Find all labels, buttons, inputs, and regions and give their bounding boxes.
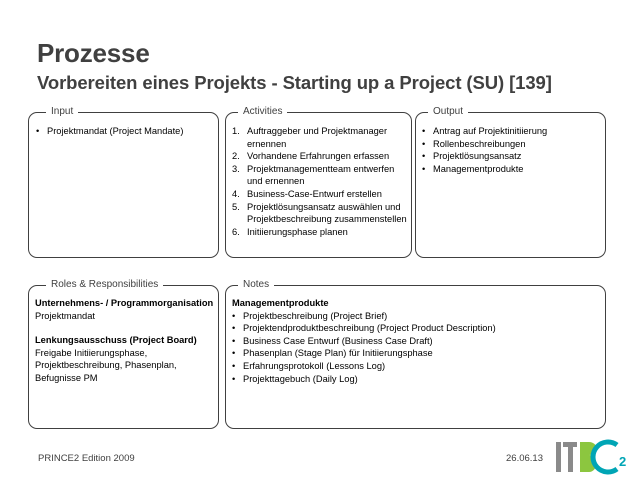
slide-subtitle: Vorbereiten eines Projekts - Starting up a Project (SU) [139] (37, 72, 552, 93)
list-item: • Antrag auf Projektinitiierung (422, 125, 604, 138)
input-box-label: Input (46, 105, 78, 119)
list-item: 3. Projektmanagementteam entwerfen und ernennen (232, 163, 395, 187)
logo-c-shape (593, 442, 617, 472)
list-item: 1. Auftraggeber und Projektmanager ernennen (232, 126, 388, 149)
output-box (415, 106, 606, 258)
roles-group2-text: Freigabe Initiierungsphase, Projektbeschreibung, Phasenplan, Befugnisse PM (35, 347, 177, 383)
list-item: • Erfahrungsprotokoll (Lessons Log) (232, 360, 602, 373)
notes-box-label: Notes (238, 278, 274, 292)
list-item: • Rollenbeschreibungen (422, 138, 604, 151)
output-list (422, 125, 604, 175)
logo-superscript: 2 (619, 454, 627, 469)
itbc-logo (555, 436, 631, 476)
activities-box (225, 106, 412, 258)
list-item: 2. Vorhandene Erfahrungen erfassen (232, 151, 390, 162)
list-item: 4. Business-Case-Entwurf erstellen (232, 188, 382, 199)
list-item: 6. Initiierungsphase planen (232, 226, 348, 237)
footer-edition: PRINCE2 Edition 2009 (38, 453, 135, 464)
list-item: • Projekttagebuch (Daily Log) (232, 373, 602, 386)
footer-date: 26.06.13 (506, 453, 543, 464)
roles-group1-text: Projektmandat (35, 310, 95, 321)
roles-box (28, 279, 219, 429)
list-item: • Projektmandat (Project Mandate) (36, 125, 216, 138)
output-box-label: Output (428, 105, 468, 119)
input-list (36, 125, 216, 138)
list-item: • Projektlösungsansatz (422, 150, 604, 163)
roles-group1-heading: Unternehmens- / Programmorganisation (35, 298, 214, 308)
list-item: • Business Case Entwurf (Business Case Draft) (232, 335, 602, 348)
list-item: • Managementprodukte (422, 163, 604, 176)
notes-box (225, 279, 606, 429)
notes-list (232, 310, 602, 386)
list-item: • Projektendproduktbeschreibung (Project Product Description) (232, 322, 602, 335)
roles-group2-heading: Lenkungsausschuss (Project Board) (35, 335, 197, 346)
activities-list (232, 125, 410, 238)
roles-box-label: Roles & Responsibilities (46, 278, 163, 292)
logo-t-stem (568, 442, 573, 472)
input-box (28, 106, 219, 258)
activities-box-label: Activities (238, 105, 287, 119)
slide-title: Prozesse (37, 38, 150, 68)
logo-i-bar (556, 442, 561, 472)
list-item: • Projektbeschreibung (Project Brief) (232, 310, 602, 323)
notes-heading: Managementprodukte (232, 298, 329, 308)
list-item: • Phasenplan (Stage Plan) für Initiierungsphase (232, 347, 602, 360)
list-item: 5. Projektlösungsansatz auswählen und Projektbeschreibung zusammenstellen (232, 201, 407, 225)
